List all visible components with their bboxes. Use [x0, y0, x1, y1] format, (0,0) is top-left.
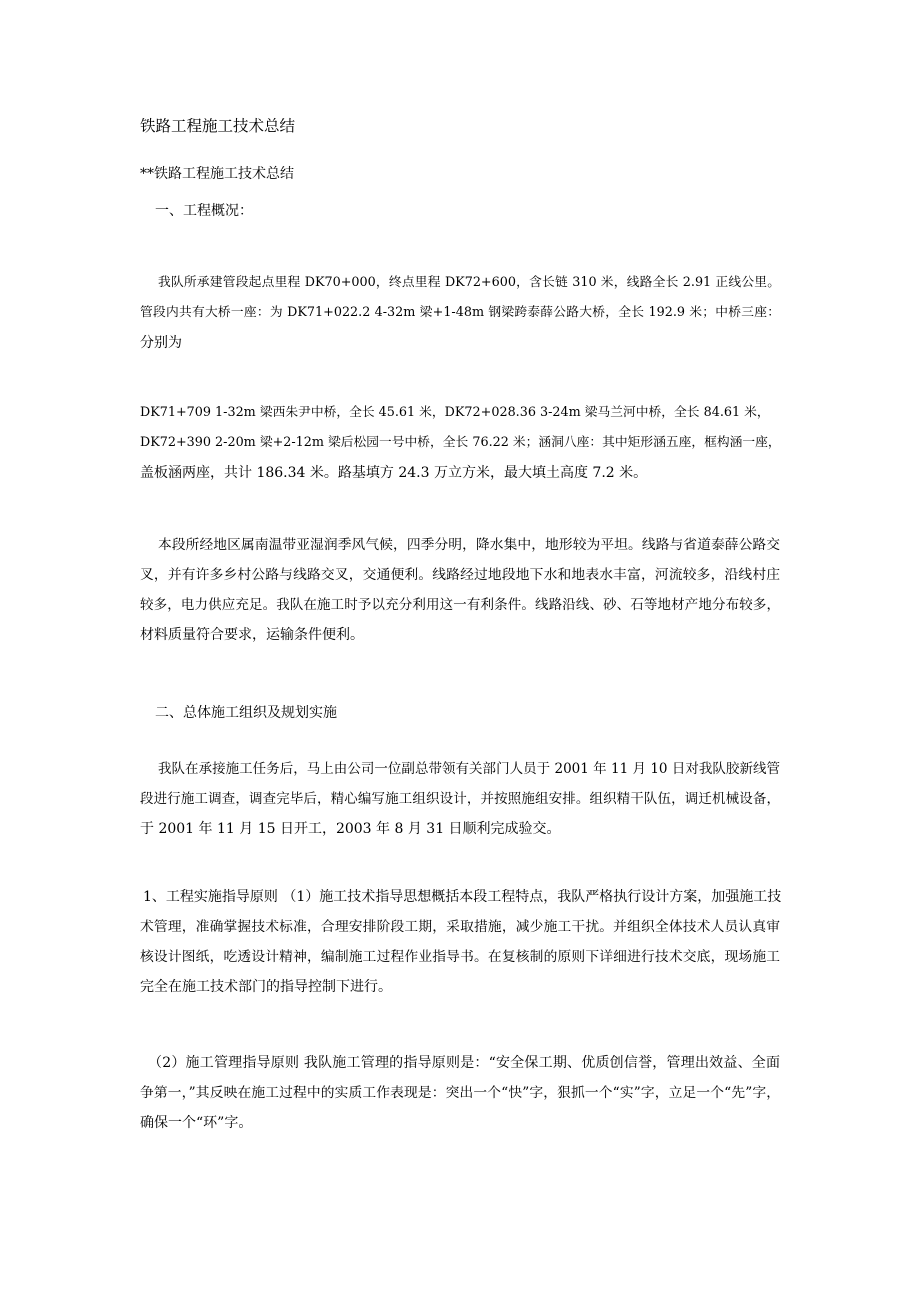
paragraph-line: 段进行施工调查，调查完毕后，精心编写施工组织设计，并按照施组安排。组织精干队伍，调迁机械设备，	[140, 791, 780, 807]
paragraph-line: （2）施工管理指导原则 我队施工管理的指导原则是：“安全保工期、优质创信誉，管理出效益、全面	[148, 1055, 780, 1071]
paragraph-line: 较多，电力供应充足。我队在施工时予以充分利用这一有利条件。线路沿线、砂、石等地材产地分布较多，	[140, 597, 780, 613]
paragraph-line: 分别为	[140, 335, 182, 351]
document-subtitle: **铁路工程施工技术总结	[140, 166, 294, 182]
paragraph-line: 1、工程实施指导原则 （1）施工技术指导思想概括本段工程特点，我队严格执行设计方案，加强施工技	[143, 889, 782, 905]
paragraph-line: DK72+390 2-20m 梁+2-12m 梁后松园一号中桥，全长 76.22 米；涵洞八座：其中矩形涵五座，框构涵一座，	[140, 435, 781, 450]
paragraph-line: 我队在承接施工任务后，马上由公司一位副总带领有关部门人员于 2001 年 11 月 10 日对我队胶新线管	[158, 761, 780, 777]
paragraph-line: 管段内共有大桥一座：为 DK71+022.2 4-32m 梁+1-48m 钢梁跨泰薛公路大桥，全长 192.9 米；中桥三座：	[140, 305, 780, 320]
paragraph-line: 叉，并有许多乡村公路与线路交叉，交通便利。线路经过地段地下水和地表水丰富，河流较多，沿线村庄	[140, 567, 780, 583]
paragraph-line: 材料质量符合要求，运输条件便利。	[140, 627, 364, 643]
paragraph-line: 核设计图纸，吃透设计精神，编制施工过程作业指导书。在复核制的原则下详细进行技术交底，现场施工	[140, 949, 780, 965]
section-heading-organization: 二、总体施工组织及规划实施	[155, 705, 337, 721]
paragraph-line: 本段所经地区属南温带亚湿润季风气候，四季分明，降水集中，地形较为平坦。线路与省道泰薛公路交	[158, 537, 780, 553]
paragraph-line: 于 2001 年 11 月 15 日开工，2003 年 8 月 31 日顺利完成验交。	[140, 821, 561, 837]
section-heading-overview: 一、工程概况：	[155, 203, 253, 219]
paragraph-line: 我队所承建管段起点里程 DK70+000，终点里程 DK72+600，含长链 310 米，线路全长 2.91 正线公里。	[158, 275, 780, 290]
paragraph-line: 完全在施工技术部门的指导控制下进行。	[140, 979, 392, 995]
paragraph-line: 确保一个“环”字。	[140, 1115, 253, 1131]
paragraph-line: 盖板涵两座，共计 186.34 米。路基填方 24.3 万立方米，最大填土高度 7.2 米。	[140, 465, 648, 481]
paragraph-line: DK71+709 1-32m 梁西朱尹中桥，全长 45.61 米，DK72+028.36 3-24m 梁马兰河中桥，全长 84.61 米，	[140, 405, 770, 420]
paragraph-line: 争第一，”其反映在施工过程中的实质工作表现是：突出一个“快”字，狠抓一个“实”字，立足一个“先”字，	[140, 1085, 780, 1101]
paragraph-line: 术管理，准确掌握技术标准，合理安排阶段工期，采取措施，减少施工干扰。并组织全体技术人员认真审	[140, 919, 780, 935]
document-title: 铁路工程施工技术总结	[140, 117, 296, 135]
